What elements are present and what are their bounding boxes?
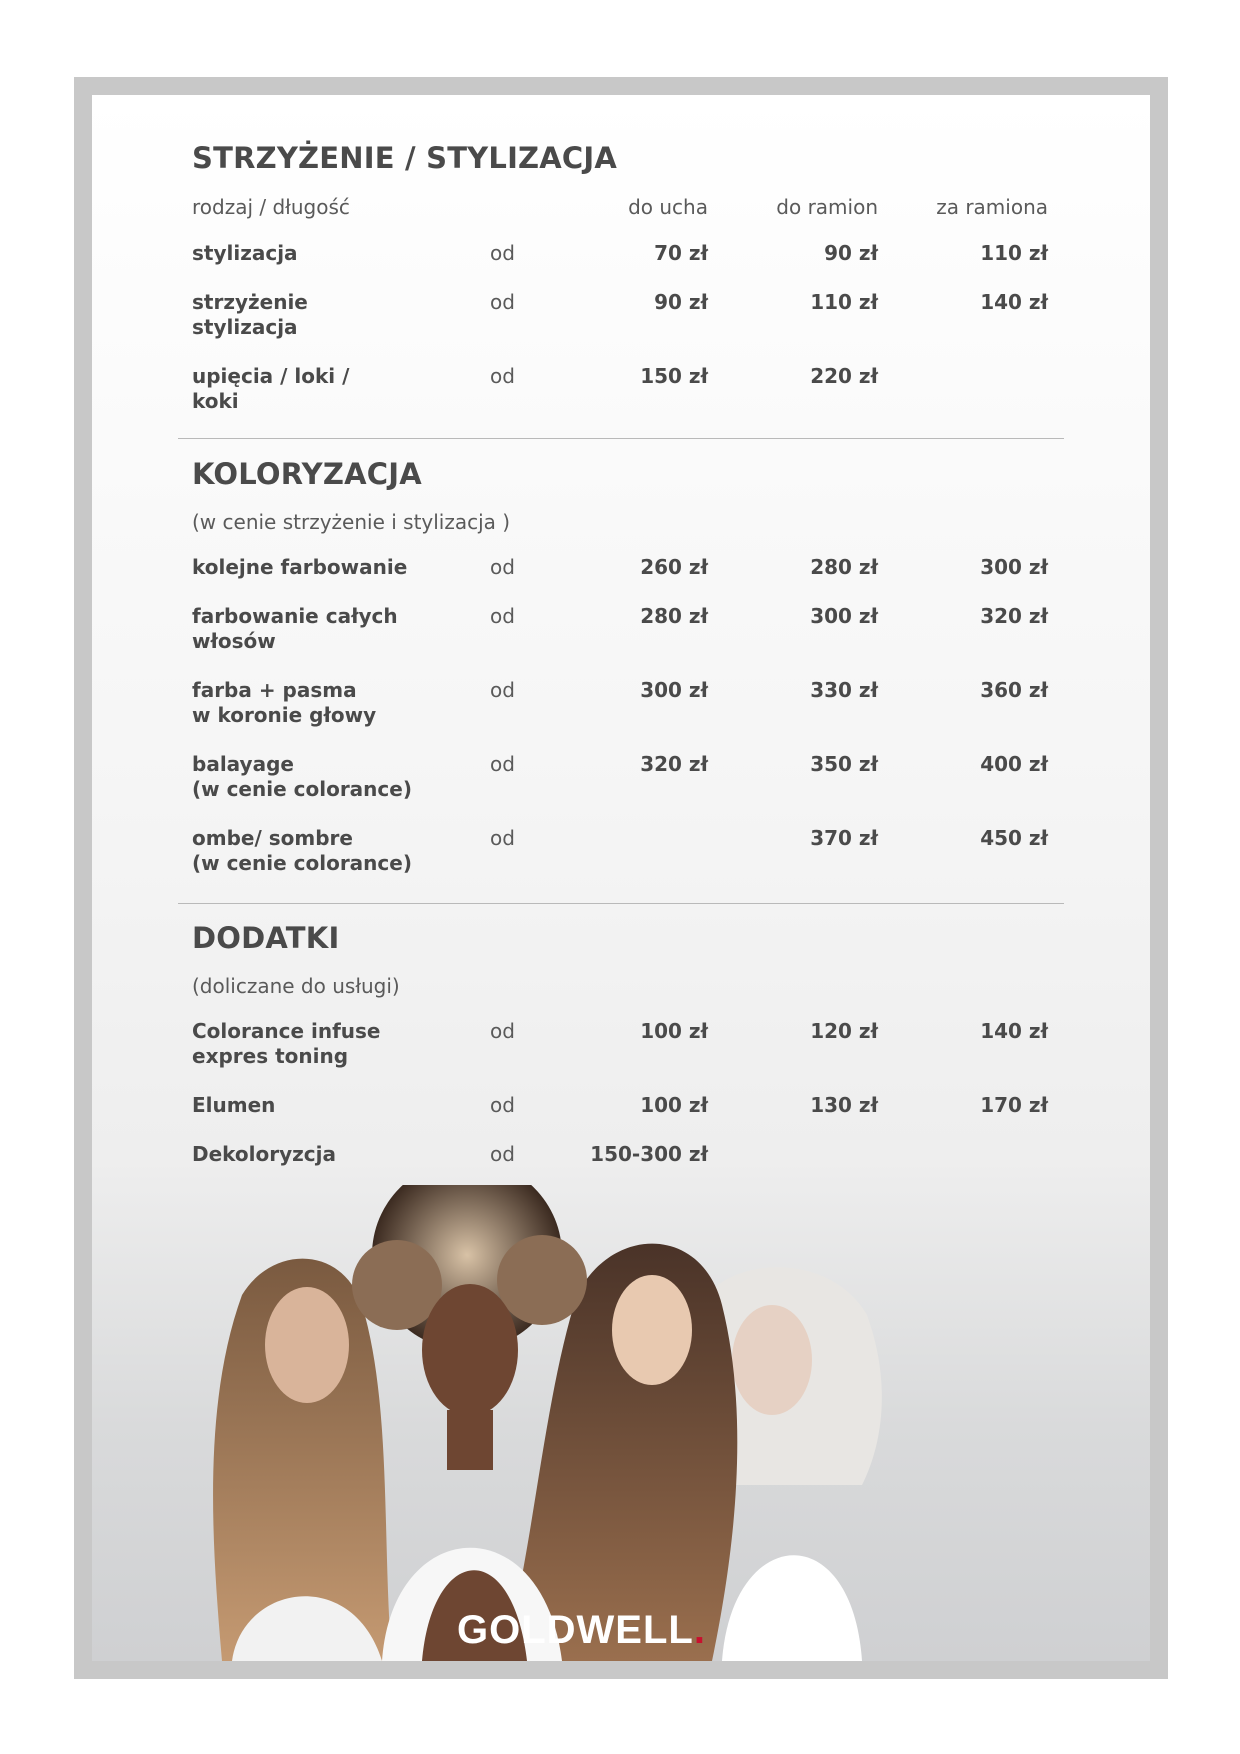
- price-to-shoulders: 110 zł: [810, 290, 878, 314]
- price-to-shoulders: 330 zł: [810, 678, 878, 702]
- price-to-shoulders: 350 zł: [810, 752, 878, 776]
- price-to-ear: 320 zł: [640, 752, 708, 776]
- price-to-ear: 70 zł: [654, 241, 708, 265]
- section-subtitle-color: (w cenie strzyżenie i stylizacja ): [192, 510, 511, 534]
- goldwell-logo: GOLDWELL.: [457, 1608, 706, 1652]
- header-below-shoulders: za ramiona: [936, 195, 1048, 219]
- price-to-ear: 280 zł: [640, 604, 708, 628]
- header-type-length: rodzaj / długość: [192, 195, 350, 219]
- price-to-shoulders: 280 zł: [810, 555, 878, 579]
- price-row: [92, 364, 1150, 414]
- price-to-shoulders: 300 zł: [810, 604, 878, 628]
- price-to-ear: 100 zł: [640, 1019, 708, 1043]
- price-to-ear: 90 zł: [654, 290, 708, 314]
- price-to-shoulders: 370 zł: [810, 826, 878, 850]
- price-below-shoulders: 320 zł: [980, 604, 1048, 628]
- price-row: [92, 752, 1150, 802]
- section-title-cut: STRZYŻENIE / STYLIZACJA: [192, 141, 618, 175]
- service-name: stylizacja: [192, 241, 298, 265]
- price-below-shoulders: 170 zł: [980, 1093, 1048, 1117]
- from-label: od: [490, 604, 515, 628]
- price-to-shoulders: 220 zł: [810, 364, 878, 388]
- from-label: od: [490, 364, 515, 388]
- price-below-shoulders: 140 zł: [980, 290, 1048, 314]
- header-to-ear: do ucha: [628, 195, 708, 219]
- models-photo: [92, 1185, 1150, 1661]
- price-to-ear: 100 zł: [640, 1093, 708, 1117]
- price-row: [92, 604, 1150, 654]
- from-label: od: [490, 290, 515, 314]
- section-subtitle-extras: (doliczane do usługi): [192, 974, 400, 998]
- divider-2: [178, 903, 1064, 904]
- header-to-shoulders: do ramion: [776, 195, 878, 219]
- from-label: od: [490, 826, 515, 850]
- price-row: [92, 678, 1150, 728]
- service-name: upięcia / loki / koki: [192, 364, 350, 413]
- from-label: od: [490, 752, 515, 776]
- price-to-ear: 300 zł: [640, 678, 708, 702]
- price-row: [92, 826, 1150, 876]
- price-to-shoulders: 120 zł: [810, 1019, 878, 1043]
- price-list-panel: [92, 95, 1150, 1661]
- price-below-shoulders: 450 zł: [980, 826, 1048, 850]
- service-name: strzyżenie stylizacja: [192, 290, 308, 339]
- from-label: od: [490, 241, 515, 265]
- price-below-shoulders: 300 zł: [980, 555, 1048, 579]
- price-to-ear: 260 zł: [640, 555, 708, 579]
- service-name: Dekoloryzcja: [192, 1142, 337, 1166]
- service-name: Colorance infuse expres toning: [192, 1019, 381, 1068]
- price-row: [92, 290, 1150, 340]
- price-to-shoulders: 90 zł: [824, 241, 878, 265]
- from-label: od: [490, 555, 515, 579]
- service-name: kolejne farbowanie: [192, 555, 408, 579]
- section-title-color: KOLORYZACJA: [192, 457, 422, 491]
- service-name: Elumen: [192, 1093, 276, 1117]
- price-row: [92, 241, 1150, 291]
- service-name: farbowanie całych włosów: [192, 604, 398, 653]
- section-title-extras: DODATKI: [192, 921, 340, 955]
- price-to-shoulders: 130 zł: [810, 1093, 878, 1117]
- from-label: od: [490, 1093, 515, 1117]
- price-row: [92, 1019, 1150, 1069]
- price-row: [92, 1093, 1150, 1143]
- service-name: farba + pasma w koronie głowy: [192, 678, 377, 727]
- from-label: od: [490, 678, 515, 702]
- service-name: balayage (w cenie colorance): [192, 752, 412, 801]
- price-below-shoulders: 140 zł: [980, 1019, 1048, 1043]
- price-below-shoulders: 360 zł: [980, 678, 1048, 702]
- price-below-shoulders: 110 zł: [980, 241, 1048, 265]
- price-to-ear: 150 zł: [640, 364, 708, 388]
- from-label: od: [490, 1142, 515, 1166]
- divider-1: [178, 438, 1064, 439]
- service-name: ombe/ sombre (w cenie colorance): [192, 826, 412, 875]
- price-to-ear: 150-300 zł: [590, 1142, 708, 1166]
- price-below-shoulders: 400 zł: [980, 752, 1048, 776]
- from-label: od: [490, 1019, 515, 1043]
- page-frame: [74, 77, 1168, 1679]
- price-row: [92, 555, 1150, 605]
